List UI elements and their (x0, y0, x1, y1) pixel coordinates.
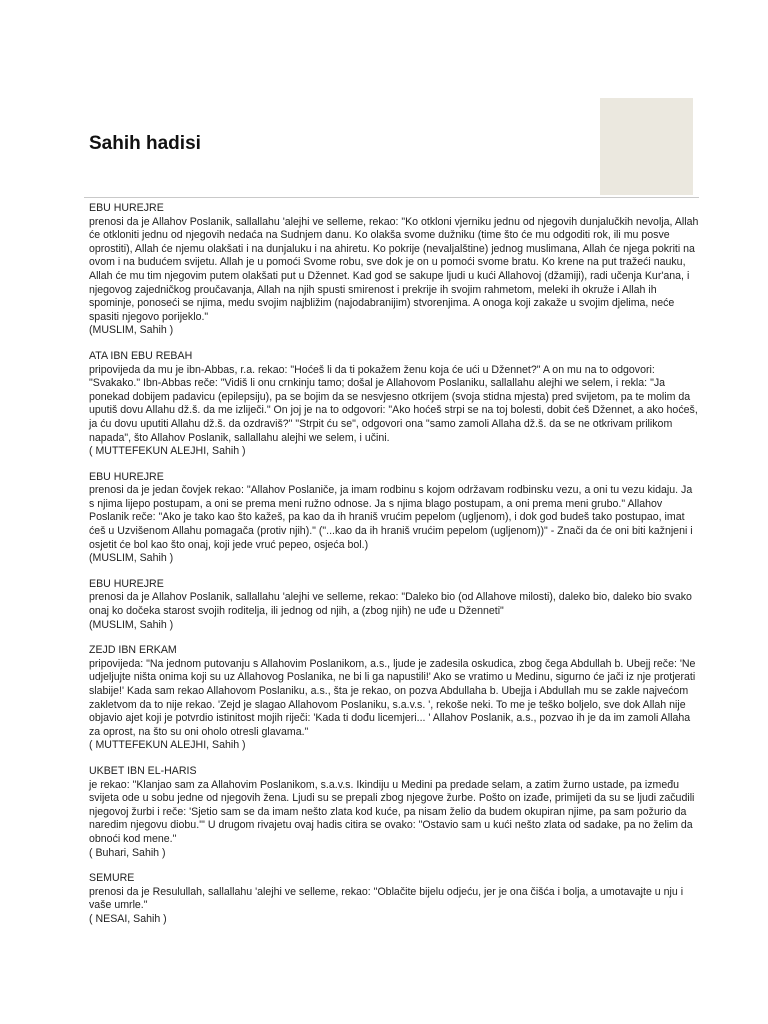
hadith-source: ( MUTTEFEKUN ALEJHI, Sahih ) (89, 445, 246, 458)
hadith-source: (MUSLIM, Sahih ) (89, 324, 174, 337)
hadith-text: prenosi da je Allahov Poslanik, sallallahu 'alejhi ve selleme, rekao: "Daleko bio (od Allahove milosti), daleko bio, daleko bio svako onaj ko dočeka starost svojih roditelja, ili jednog od njih, a (zbog njih) ne uđe u Dženneti" (89, 591, 692, 618)
hadith-entry (89, 471, 699, 566)
hadith-entry (89, 202, 699, 338)
hadith-list (89, 202, 699, 939)
hadith-entry (89, 578, 699, 632)
hadith-narrator: SEMURE (89, 872, 135, 885)
hadith-narrator: EBU HUREJRE (89, 577, 164, 590)
hadith-narrator: UKBET IBN EL-HARIS (89, 764, 197, 777)
hadith-source: ( Buhari, Sahih ) (89, 846, 166, 859)
hadith-text: pripovijeda: "Na jednom putovanju s Allahovim Poslanikom, a.s., ljude je zadesila oskudica, zbog čega Abdullah b. Ubejj reče: 'Ne udjeljujte ništa onima koji su uz Allahovog Poslanika, ne bi li ga napustili!' Ako se vratimo u Medinu, sigurno će jači iz nje protjerati slabije!' Kada sam rekao Allahovom Poslaniku, a.s., šta je rekao, on pozva Abdullaha b. Ubejja i Abdullah mu se zakle najvećom zakletvom da to nije rekao. 'Zejd je slagao Allahovom Poslaniku, s.a.v.s. ', rekoše neki. To me je teško boljelo, sve dok Allah nije objavio ajet koji je potvrdio istinitost mojih riječi: 'Kada ti dođu licemjeri... ' Allahov Poslanik, a.s., pozvao ih je da im zamoli Allaha za oprost, na što su oni oholo otresli glavama." (89, 657, 696, 738)
hadith-narrator: ZEJD IBN ERKAM (89, 644, 177, 657)
page-title: Sahih hadisi (89, 133, 201, 154)
hadith-entry (89, 872, 699, 926)
hadith-entry (89, 644, 699, 753)
hadith-entry (89, 765, 699, 860)
hadith-text: prenosi da je Allahov Poslanik, sallallahu 'alejhi ve selleme, rekao: "Ko otkloni vjerniku jednu od njegovih dunjalučkih nevolja, Allah će otkloniti jednu od njegovih nedaća na Sudnjem danu. Ko olakša svome dužniku (time što će mu odgoditi rok, ili mu posve oprostiti), Allah će njemu olakšati i na dunjaluku i na ahiretu. Ko pokrije (nevaljalštine) jednog muslimana, Allah će njega pokriti na ovom i na budućem svijetu. Allah je u pomoći Svome robu, sve dok je on u pomoći svome bratu. Ko krene na put tražeći nauku, Allah će mu tim njegovim putem olakšati put u Džennet. Kad god se sakupe ljudi u kući Allahovoj (džamiji), radi učenja Kur'ana, i njegovog zajedničkog proučavanja, Allah na njih spusti smirenost i prekrije ih svojim rahmetom, meleki ih okruže i Allah ih spominje, ponoseći se njima, medu svojim najbližim (najodabranijim) stvorenjima. A onoga koji zakaže u svojim djelima, neće spasiti njegovo porijeklo." (89, 215, 699, 323)
hadith-text: prenosi da je Resulullah, sallallahu 'alejhi ve selleme, rekao: "Oblačite bijelu odjeću, jer je ona čišća i bolja, a umotavajte u nju i vaše umrle." (89, 885, 684, 912)
hadith-entry (89, 350, 699, 459)
title-divider (84, 197, 699, 198)
hadith-text: pripovijeda da mu je ibn-Abbas, r.a. rekao: "Hoćeš li da ti pokažem ženu koja će ući u Džennet?" A on mu na to odgovori: "Svakako." Ibn-Abbas reče: "Vidiš li onu crnkinju tamo; došal je Allahovom Poslaniku, sallallahu alejhi we selem, i rekla: "Ja ponekad dobijem padavicu (epilepsiju), pa se bojim da se nesvjesno otkrijem (svoja stidna mjesta) pred svijetom, pa te molim da uputiš dovu Allahu dž.š. da me izliječi." On joj je na to odgovori: "Ako hoćeš strpi se na toj bolesti, dobit ćeš Džennet, a ako hoćeš, ja ću dovu uputiti Allahu dž.š. da ozdraviš?" "Strpit ću se", odgovori ona "samo zamoli Allaha dž.š. da se ne otkrivam prilikom napada", što Allahov Poslanik, sallallahu alejhi we selem, i učini. (89, 363, 698, 444)
hadith-text: je rekao: "Klanjao sam za Allahovim Poslanikom, s.a.v.s. Ikindiju u Medini pa predade selam, a zatim žurno ustade, pa između svijeta ode u sobu jedne od njegovih žena. Ljudi su se prepali zbog njegove žurbe. Pošto on izađe, primijeti da su se ljudi začudili njegovoj žurbi i reče: 'Sjetio sam se da imam nešto zlata kod kuće, pa nisam želio da budem okupiran njime, pa sam požurio da naredim njegovu diobu.'" U drugom rivajetu ovaj hadis citira se ovako: "Ostavio sam u kući nešto zlata od sadake, pa no želim da obnoći kod mene." (89, 778, 695, 845)
hadith-text: prenosi da je jedan čovjek rekao: "Allahov Poslaniče, ja imam rodbinu s kojom održavam rodbinsku vezu, a oni tu vezu kidaju. Ja s njima lijepo postupam, a oni se prema meni ružno odnose. Ja s njima blago postupam, a oni prema meni grubo." Allahov Poslanik reče: "Ako je tako kao što kažeš, pa kao da ih hraniš vrućim pepelom (ugljenom), i dok god budeš tako postupao, imat ćeš u Uzvišenom Allahu pomagača (protiv njih)." ("...kao da ih hraniš vrućim pepelom (ugljenom))" - Znači da će oni biti kažnjeni i osjetit će bol kao što onaj, koji jede vruć pepeo, osjeća bol.) (89, 484, 693, 551)
hadith-source: ( NESAI, Sahih ) (89, 912, 167, 925)
hadith-source: (MUSLIM, Sahih ) (89, 618, 174, 631)
hadith-narrator: EBU HUREJRE (89, 202, 164, 214)
hadith-source: (MUSLIM, Sahih ) (89, 552, 174, 565)
hadith-narrator: EBU HUREJRE (89, 470, 164, 483)
hadith-narrator: ATA IBN EBU REBAH (89, 349, 193, 362)
hadith-source: ( MUTTEFEKUN ALEJHI, Sahih ) (89, 739, 246, 752)
document-thumbnail (600, 98, 693, 195)
